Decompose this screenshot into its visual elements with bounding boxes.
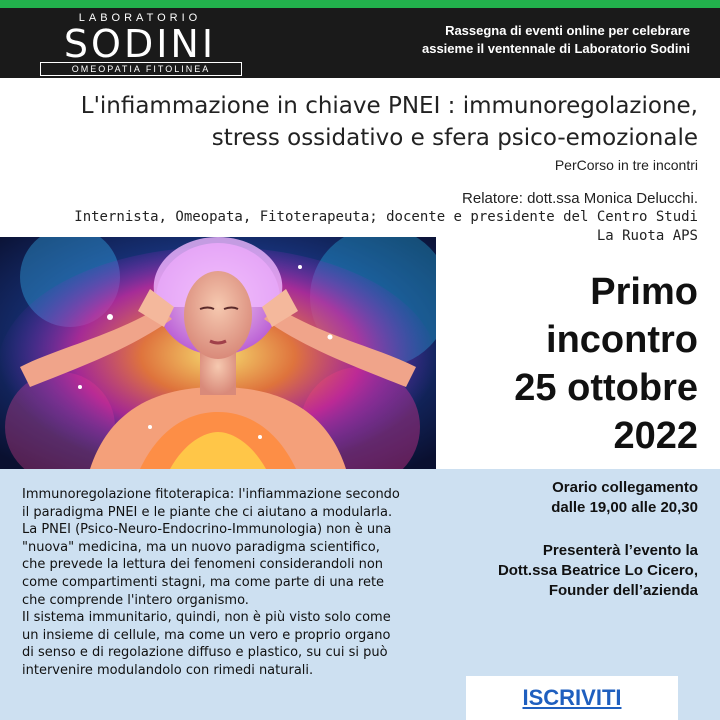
event-title-line-1: L'infiammazione in chiave PNEI : immunoregolazione, <box>80 93 698 119</box>
event-photo <box>0 237 436 469</box>
presenter-info <box>398 541 698 601</box>
event-subtitle: PerCorso in tre incontri <box>554 157 698 173</box>
description-paragraph-1: Immunoregolazione fitoterapica: l'infiammazione secondo il paradigma PNEI e le piante che ci aiutano a modularla. La PNEI (Psico-Neuro-Endocrino-Immunologia) non è una "nuova" medicina, ma un nuovo paradigma scientifico, che prevede la lettura dei fenomeni considerandoli non come compartimenti stagni, ma come parte di una rete che comprende l'intero organismo. <box>22 487 400 608</box>
woman-color-burst-illustration <box>0 237 436 469</box>
header-line-2: assieme il ventennale di Laboratorio Sodini <box>421 41 690 56</box>
speaker-role-line-1: Internista, Omeopata, Fitoterapeuta; docente e presidente del Centro Studi <box>74 209 698 225</box>
description-paragraph-2: Il sistema immunitario, quindi, non è più visto solo come un insieme di cellule, ma come un vero e proprio organo di senso e di regolazione diffuso e plastico, su cui si può intervenire modulandolo con rimedi naturali. <box>22 610 391 678</box>
logo-top-text: LABORATORIO <box>78 12 202 24</box>
register-button-label[interactable]: ISCRIVITI <box>522 685 622 710</box>
presenter-line-3: Founder dell’azienda <box>548 582 698 599</box>
brand-logo <box>30 10 250 76</box>
header-announcement <box>390 22 690 58</box>
logo-tagline: OMEOPATIA FITOLINEA <box>40 62 242 76</box>
top-accent-strip <box>0 0 720 8</box>
presenter-line-2: Dott.ssa Beatrice Lo Cicero, <box>497 562 698 579</box>
date-line-2: incontro <box>546 319 698 361</box>
event-date <box>438 268 698 460</box>
speaker-name: Relatore: dott.ssa Monica Delucchi. <box>462 190 698 207</box>
schedule-line-2: dalle 19,00 alle 20,30 <box>551 499 698 516</box>
presenter-line-1: Presenterà l’evento la <box>542 542 698 559</box>
date-line-4: 2022 <box>613 415 698 457</box>
schedule-line-1: Orario collegamento <box>552 479 698 496</box>
date-line-1: Primo <box>590 271 698 313</box>
logo-name: SODINI <box>63 22 217 66</box>
speaker-role-line-2: La Ruota APS <box>596 228 698 244</box>
event-description <box>22 486 400 680</box>
schedule-info <box>408 478 698 518</box>
register-button[interactable] <box>466 676 678 720</box>
date-line-3: 25 ottobre <box>514 367 698 409</box>
event-title <box>58 90 698 154</box>
event-title-line-2: stress ossidativo e sfera psico-emozionale <box>211 125 698 151</box>
header-bar <box>0 8 720 78</box>
header-line-1: Rassegna di eventi online per celebrare <box>445 23 690 38</box>
